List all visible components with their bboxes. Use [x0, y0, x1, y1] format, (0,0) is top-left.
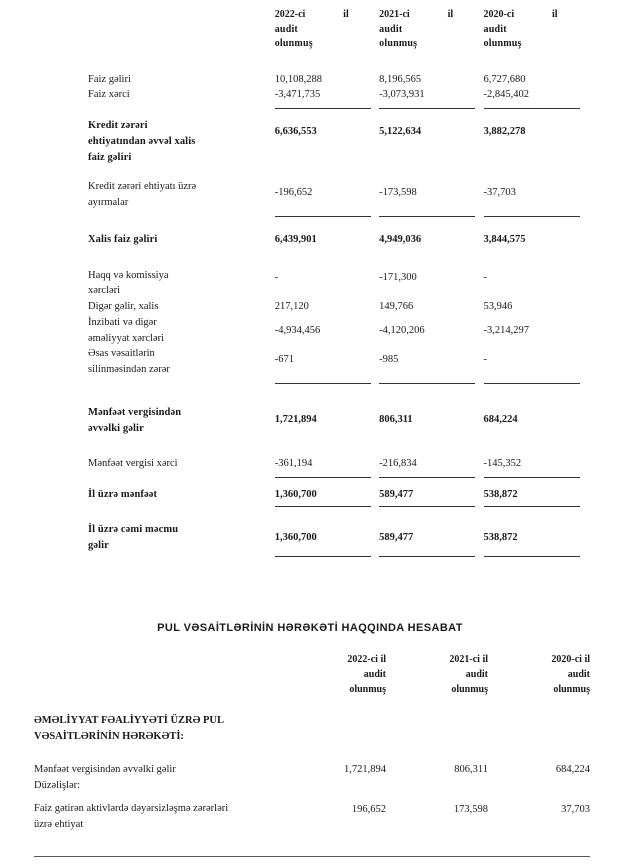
- row-value-2021: 589,477: [379, 489, 414, 500]
- row-label: [34, 794, 284, 834]
- row-value-2021: -171,300: [379, 271, 417, 283]
- row-value-2022: 217,120: [274, 301, 309, 312]
- header-year: 2022-ci il: [347, 654, 386, 665]
- subtotal-rule-row: [88, 378, 588, 385]
- row-value-2020: -37,703: [483, 187, 516, 199]
- header-audit: audit: [465, 669, 488, 680]
- header-olunmus: olunmuş: [379, 38, 418, 49]
- table-row: [88, 346, 588, 378]
- rule-2020: [484, 472, 588, 479]
- row-value-2020: 538,872: [483, 489, 518, 500]
- row-value-2020: -2,845,402: [483, 89, 530, 101]
- row-value-2021: 806,311: [379, 413, 413, 425]
- table-row: [88, 479, 588, 503]
- rule-2021: [379, 472, 483, 479]
- rule-spacer: [88, 378, 275, 385]
- row-value-2022: 1,721,894: [274, 413, 317, 425]
- row-value-2022: 1,360,700: [274, 489, 317, 500]
- row-value-2022: -3,471,735: [274, 89, 321, 101]
- rule-2022: [275, 553, 379, 558]
- rule-2022: [275, 103, 379, 110]
- row-label-line2: əvvəlki gəlir: [88, 422, 144, 434]
- header-year-suffix: il: [343, 9, 349, 20]
- header-year: 2021-ci il: [449, 654, 488, 665]
- table-row: [88, 315, 588, 347]
- row-value-2021: -985: [379, 354, 399, 366]
- subtotal-rule-row: [88, 472, 588, 479]
- rule-2021: [379, 553, 483, 558]
- table-row: [34, 746, 590, 778]
- cf-column-header-2020: [488, 652, 590, 697]
- row-label-line1: İl üzrə cəmi məcmu: [88, 523, 179, 535]
- rule-2021: [379, 103, 483, 110]
- cash-flow-section-heading: [34, 697, 590, 746]
- header-audit: audit: [363, 669, 386, 680]
- table-row: [88, 508, 588, 554]
- row-value-2022: -196,652: [274, 187, 313, 199]
- row-label-line3: faiz gəliri: [88, 151, 132, 163]
- header-olunmus: olunmuş: [553, 684, 590, 695]
- row-label: [88, 346, 275, 378]
- header-year: 2021-ci: [379, 9, 410, 20]
- rule-2021: [379, 211, 483, 218]
- header-olunmus: olunmuş: [451, 684, 488, 695]
- table-row: [88, 110, 588, 165]
- header-year-suffix: il: [551, 9, 558, 20]
- row-label: [88, 385, 275, 437]
- row-label-line1: İnzibati və digər: [88, 316, 157, 328]
- subtotal-rule-row: [88, 553, 588, 558]
- row-label-line1: Əsas vəsaitlərin: [88, 348, 155, 360]
- header-audit: audit: [567, 669, 590, 680]
- row-label-line2: gəlir: [88, 539, 109, 551]
- row-label-line2: xərcləri: [88, 285, 121, 297]
- table-header-row: [88, 8, 588, 52]
- row-value-2021: 5,122,634: [379, 126, 422, 137]
- header-blank-cell: [88, 8, 275, 52]
- rule-2022: [275, 378, 379, 385]
- subtotal-rule-row: [88, 103, 588, 110]
- row-value-2021: -173,598: [379, 187, 417, 199]
- rule-spacer: [88, 211, 275, 218]
- row-label: Digər gəlir, xalis: [88, 301, 159, 312]
- row-label: Mənfəət vergisindən əvvəlki gəlir: [34, 763, 176, 775]
- row-label: [88, 110, 275, 165]
- table-row: [88, 165, 588, 211]
- row-value-2021: 8,196,565: [379, 73, 422, 85]
- header-blank-cell: [34, 652, 284, 697]
- column-header-2021: [379, 8, 483, 52]
- rule-2020: [484, 378, 588, 385]
- row-value-2020: 37,703: [561, 804, 590, 816]
- row-value-2020: -145,352: [483, 458, 522, 470]
- row-value-2020: -3,214,297: [483, 324, 530, 336]
- header-audit: audit: [483, 23, 507, 35]
- row-value-2020: 6,727,680: [483, 73, 526, 85]
- row-label-line1: Faiz gətirən aktivlərdə dəyərsizləşmə zərərləri: [34, 803, 229, 815]
- table-row: [88, 218, 588, 248]
- row-label-line2: silinməsindən zərər: [88, 364, 170, 375]
- header-olunmus: olunmuş: [483, 38, 522, 49]
- table-header-row: [34, 652, 590, 697]
- row-value-2020: 684,224: [555, 763, 590, 775]
- row-value-2020: 684,224: [483, 413, 518, 425]
- cash-flow-table: [34, 652, 590, 834]
- row-label: İl üzrə mənfəət: [88, 489, 158, 500]
- row-value-2021: 4,949,036: [379, 233, 422, 245]
- row-label: Xalis faiz gəliri: [88, 233, 158, 245]
- row-value-2022: 1,360,700: [274, 531, 317, 543]
- row-value-2022: -: [274, 271, 279, 283]
- header-year: 2022-ci: [274, 9, 306, 20]
- row-value-2020: -: [483, 271, 488, 283]
- row-label-line2: üzrə ehtiyat: [34, 819, 84, 831]
- subtotal-rule-row: [88, 211, 588, 218]
- table-row: [34, 778, 590, 794]
- row-value-2021: 149,766: [379, 301, 414, 312]
- row-value-2022: 6,636,553: [274, 126, 317, 137]
- row-value-2022: -4,934,456: [274, 324, 321, 336]
- row-label-line1: Mənfəət vergisindən: [88, 406, 182, 418]
- row-label-line2: ayırmalar: [88, 197, 129, 208]
- header-olunmus: olunmuş: [349, 684, 386, 695]
- row-label-line1: Haqq və komissiya: [88, 269, 169, 281]
- row-value-2021: [386, 778, 488, 794]
- row-value-2021: 173,598: [453, 804, 488, 816]
- row-value-2022: -361,194: [274, 458, 313, 470]
- header-audit: audit: [379, 23, 403, 35]
- rule-2020: [484, 211, 588, 218]
- rule-2022: [275, 211, 379, 218]
- row-value-2022: 196,652: [351, 804, 386, 816]
- row-value-2020: 3,844,575: [483, 233, 526, 245]
- row-value-2022: -671: [274, 354, 294, 366]
- column-header-2020: [484, 8, 588, 52]
- row-label: [88, 165, 275, 211]
- page-bottom-rule: [34, 856, 590, 857]
- rule-2021: [379, 378, 483, 385]
- row-label: Düzəlişlər:: [34, 779, 81, 791]
- row-label: Mənfəət vergisi xərci: [88, 458, 178, 470]
- table-row: [34, 794, 590, 834]
- row-value-2020: 53,946: [483, 301, 513, 312]
- row-value-2022: 10,108,288: [274, 73, 322, 85]
- row-value-2020: [488, 778, 590, 794]
- row-value-2021: 806,311: [454, 763, 488, 775]
- row-label: [88, 315, 275, 347]
- header-year-suffix: il: [447, 9, 454, 20]
- header-year: 2020-ci il: [551, 654, 590, 665]
- section-heading-line2: VƏSAİTLƏRİNİN HƏRƏKƏTİ:: [34, 731, 184, 743]
- row-value-2021: 589,477: [379, 531, 414, 543]
- table-row: [88, 52, 588, 88]
- row-label-line2: ehtiyatından əvvəl xalis: [88, 135, 196, 147]
- rule-spacer: [88, 553, 275, 558]
- rule-spacer: [88, 103, 275, 110]
- rule-2020: [484, 553, 588, 558]
- row-value-2021: -3,073,931: [379, 89, 425, 101]
- row-label-line1: Kredit zərəri: [88, 120, 148, 131]
- row-value-2020: -: [483, 354, 488, 366]
- row-label: [88, 508, 275, 554]
- row-value-2020: 3,882,278: [483, 126, 526, 137]
- table-row: [88, 248, 588, 300]
- section-heading-line1: ƏMƏLİYYAT FƏALİYYƏTİ ÜZRƏ PUL: [34, 715, 224, 726]
- rule-2022: [275, 472, 379, 479]
- row-label-line1: Kredit zərəri ehtiyatı üzrə: [88, 181, 197, 193]
- section-heading-row: [34, 697, 590, 746]
- income-statement-table: [88, 8, 588, 558]
- cash-flow-statement-title: PUL VƏSAİTLƏRİNİN HƏRƏKƏTİ HAQQINDA HESABAT: [157, 622, 463, 634]
- header-olunmus: olunmuş: [274, 38, 313, 49]
- row-label-line2: əməliyyat xərcləri: [88, 332, 165, 344]
- row-value-2022: 6,439,901: [274, 233, 317, 245]
- row-label: [88, 248, 275, 300]
- header-audit: audit: [274, 23, 298, 35]
- cf-column-header-2022: [284, 652, 386, 697]
- table-row: [88, 299, 588, 315]
- rule-spacer: [88, 472, 275, 479]
- header-year: 2020-ci: [483, 9, 515, 20]
- row-value-2021: -4,120,206: [379, 324, 425, 336]
- table-row: [88, 87, 588, 103]
- row-label: Faiz xərci: [88, 89, 130, 101]
- cf-column-header-2021: [386, 652, 488, 697]
- table-row: [88, 436, 588, 472]
- row-value-2022: [284, 778, 386, 794]
- row-label: Faiz gəliri: [88, 73, 131, 85]
- row-value-2022: 1,721,894: [344, 763, 386, 775]
- row-value-2020: 538,872: [483, 531, 518, 543]
- row-value-2021: -216,834: [379, 458, 417, 470]
- rule-2020: [484, 103, 588, 110]
- table-row: [88, 385, 588, 437]
- column-header-2022: [275, 8, 379, 52]
